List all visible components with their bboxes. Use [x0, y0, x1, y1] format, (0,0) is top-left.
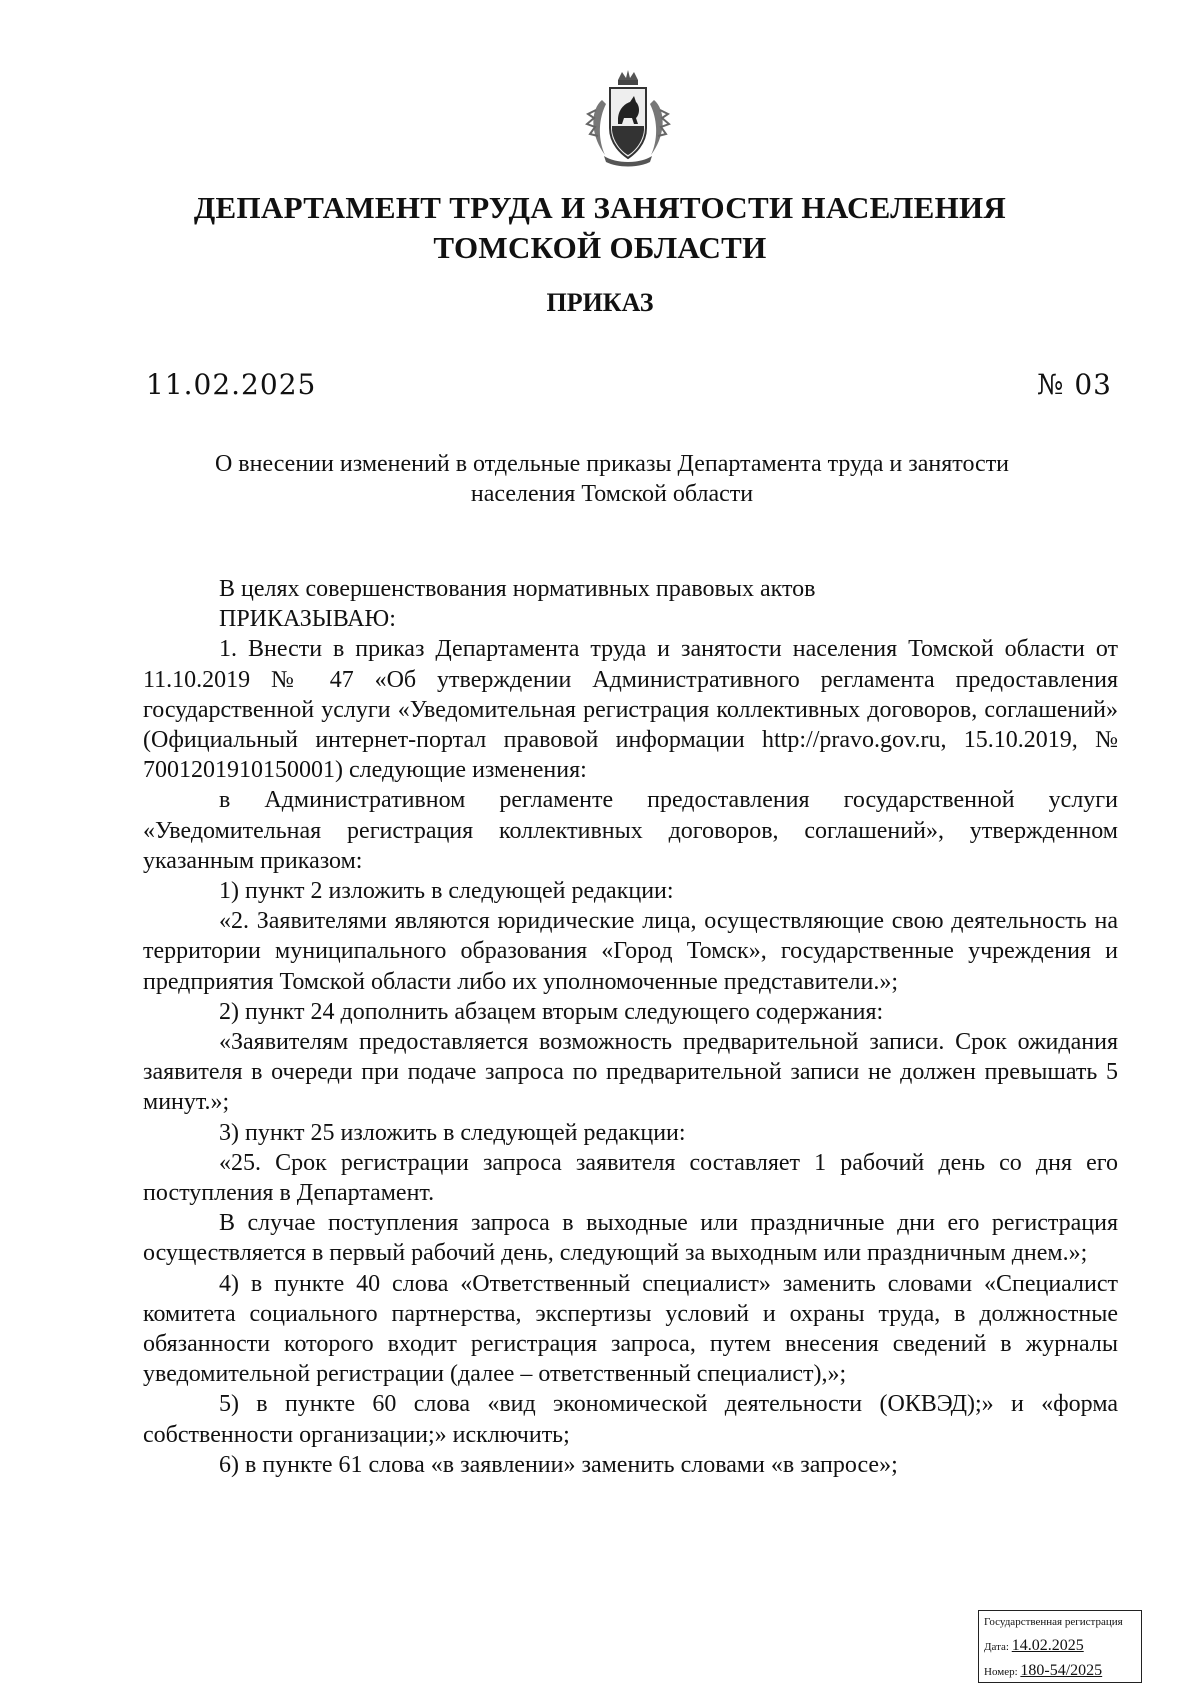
- registration-date-label: Дата:: [984, 1641, 1009, 1653]
- registration-date-row: [984, 1634, 1141, 1659]
- paragraph: 4) в пункте 40 слова «Ответственный специалист» заменить словами «Специалист комитета социального партнерства, экспертизы условий и охраны труда, в должностные обязанности которого входит регистрация запроса, путем внесения сведений в журналы уведомительной регистрации (далее – ответственный специалист),»;: [143, 1270, 1118, 1388]
- paragraph: 3) пункт 25 изложить в следующей редакции:: [219, 1119, 686, 1146]
- subject-line2: населения Томской области: [470, 481, 754, 507]
- paragraph: 5) в пункте 60 слова «вид экономической деятельности (ОКВЭД);» и «форма собственности организации;» исключить;: [143, 1391, 1118, 1448]
- paragraph: 1) пункт 2 изложить в следующей редакции:: [219, 878, 674, 905]
- paragraph: «Заявителям предоставляется возможность предварительной записи. Срок ожидания заявителя в очереди при подаче запроса по предварительной записи не должен превышать 5 минут.»;: [143, 1029, 1118, 1116]
- registration-stamp: [978, 1610, 1142, 1683]
- registration-number-value: 180-54/2025: [1020, 1662, 1103, 1679]
- paragraph: В целях совершенствования нормативных правовых актов: [219, 576, 816, 602]
- document-type: ПРИКАЗ: [546, 288, 654, 317]
- paragraph: 6) в пункте 61 слова «в заявлении» заменить словами «в запросе»;: [219, 1451, 898, 1478]
- paragraph: в Административном регламенте предоставления государственной услуги «Уведомительная регистрация коллективных договоров, соглашений», утвержденном указанным приказом:: [143, 787, 1118, 874]
- registration-title: Государственная регистрация: [984, 1616, 1123, 1628]
- department-title-line2: ТОМСКОЙ ОБЛАСТИ: [433, 230, 767, 265]
- department-title: [0, 188, 1200, 268]
- paragraph: 2) пункт 24 дополнить абзацем вторым следующего содержания:: [219, 998, 884, 1025]
- department-title-line1: ДЕПАРТАМЕНТ ТРУДА И ЗАНЯТОСТИ НАСЕЛЕНИЯ: [193, 190, 1007, 225]
- order-date: 11.02.2025: [146, 368, 317, 401]
- order-number: № 03: [1036, 368, 1112, 401]
- registration-date-value: 14.02.2025: [1011, 1637, 1084, 1654]
- paragraph: 1. Внести в приказ Департамента труда и занятости населения Томской области от 11.10.2019 № 47 «Об утверждении Административного регламента предоставления государственной услуги «Уведомительная регистрация коллективных договоров, соглашений» (Официальный интернет-портал правовой информации http://pravo.gov.ru, 15.10.2019, № 7001201910150001) следующие изменения:: [143, 636, 1118, 784]
- tomsk-coat-of-arms-icon: [560, 70, 696, 170]
- order-subject: [140, 449, 1084, 509]
- registration-number-row: [984, 1659, 1141, 1684]
- registration-number-label: Номер:: [984, 1666, 1018, 1678]
- paragraph: В случае поступления запроса в выходные или праздничные дни его регистрация осуществляется в первый рабочий день, следующий за выходным или праздничным днем.»;: [143, 1210, 1118, 1267]
- subject-line1: О внесении изменений в отдельные приказы Департамента труда и занятости: [214, 451, 1010, 477]
- paragraph: ПРИКАЗЫВАЮ:: [219, 606, 396, 633]
- paragraph: «2. Заявителями являются юридические лица, осуществляющие свою деятельность на территории муниципального образования «Город Томск», государственные учреждения и предприятия Томской области либо их уполномоченные представители.»;: [143, 908, 1118, 995]
- paragraph: «25. Срок регистрации запроса заявителя составляет 1 рабочий день со дня его поступления в Департамент.: [143, 1149, 1118, 1207]
- order-body: [143, 574, 1118, 1480]
